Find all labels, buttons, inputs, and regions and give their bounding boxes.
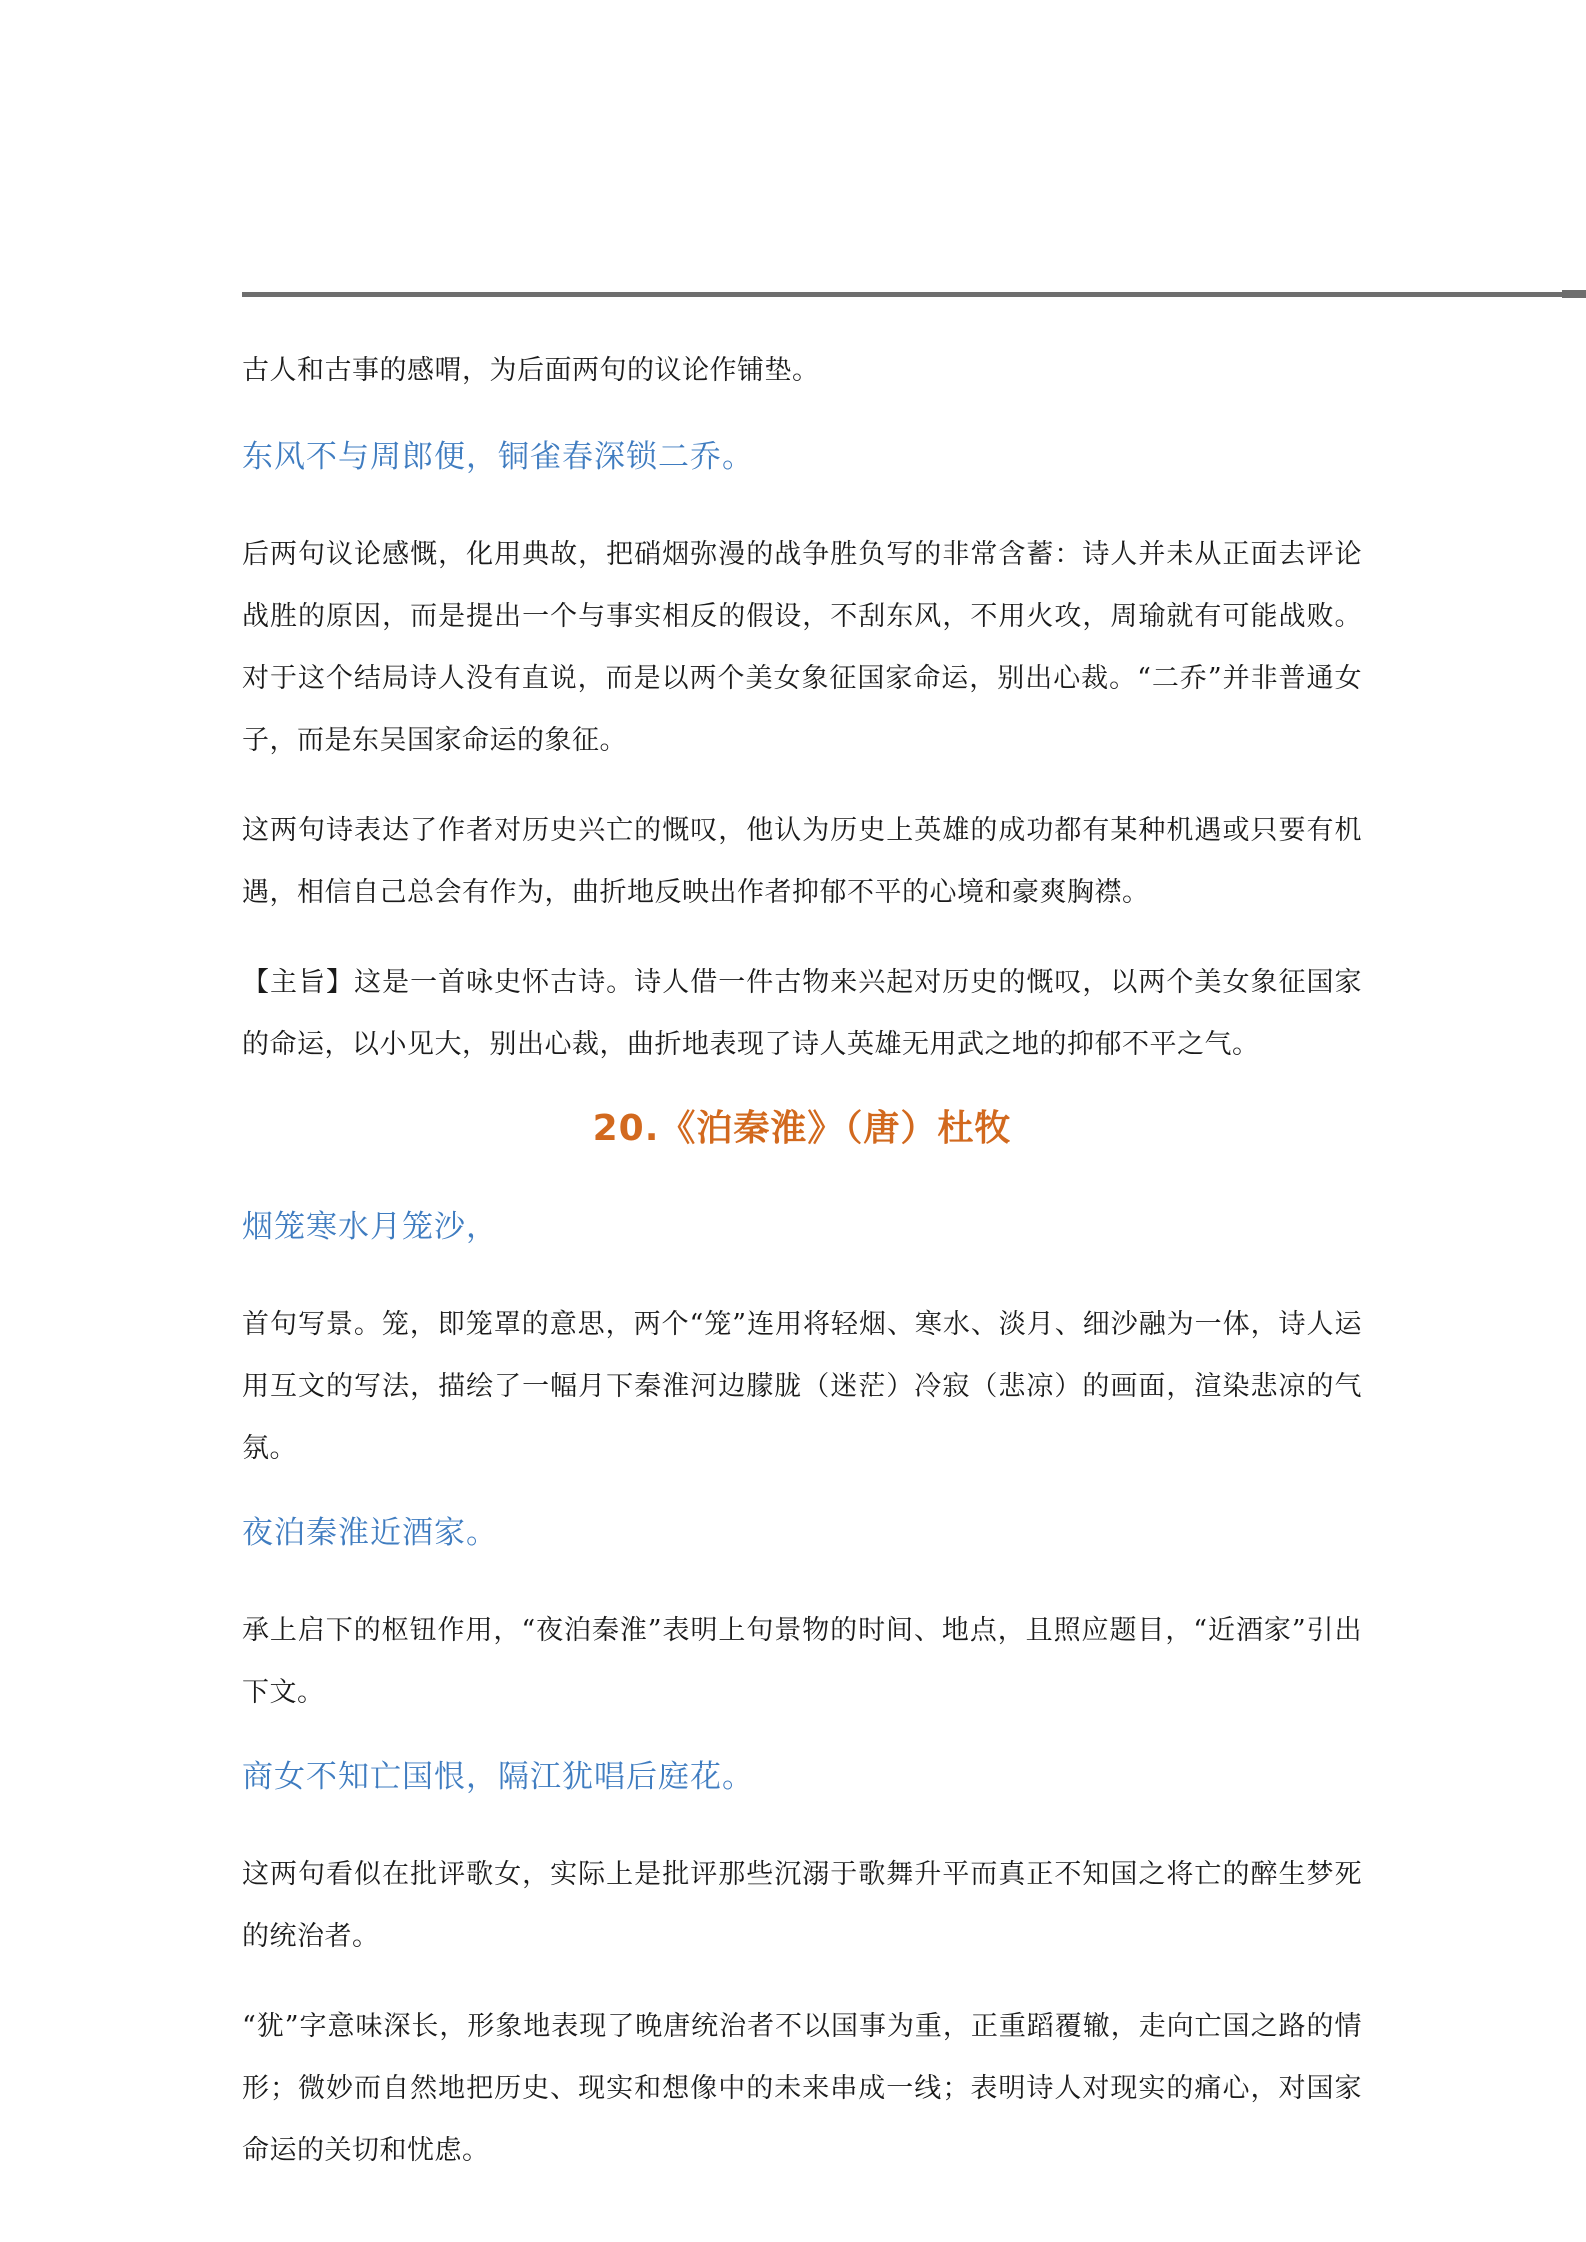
poem-verse: 烟笼寒水月笼沙， <box>242 1209 498 1245</box>
poem-verse: 商女不知亡国恨，隔江犹唱后庭花。 <box>242 1759 754 1795</box>
header-rule <box>242 292 1562 297</box>
paragraph: 古人和古事的感喟，为后面两句的议论作铺垫。 <box>242 355 820 386</box>
poem-verse: 夜泊秦淮近酒家。 <box>242 1515 498 1551</box>
paragraph: “犹”字意味深长，形象地表现了晚唐统治者不以国事为重，正重蹈覆辙，走向亡国之路的情形；微妙而自然地把历史、现实和想像中的未来串成一线；表明诗人对现实的痛心，对国家命运的关切和忧虑。 <box>242 2011 1362 2166</box>
paragraph: 承上启下的枢钮作用，“夜泊秦淮”表明上句景物的时间、地点，且照应题目，“近酒家”引出下文。 <box>242 1615 1362 1708</box>
document-body <box>242 340 1362 2210</box>
paragraph: 这两句看似在批评歌女，实际上是批评那些沉溺于歌舞升平而真正不知国之将亡的醉生梦死的统治者。 <box>242 1859 1362 1952</box>
paragraph: 首句写景。笼，即笼罩的意思，两个“笼”连用将轻烟、寒水、淡月、细沙融为一体，诗人运用互文的写法，描绘了一幅月下秦淮河边朦胧（迷茫）冷寂（悲凉）的画面，渲染悲凉的气氛。 <box>242 1309 1362 1464</box>
poem-verse: 东风不与周郎便，铜雀春深锁二乔。 <box>242 439 754 475</box>
paragraph: 这两句诗表达了作者对历史兴亡的慨叹，他认为历史上英雄的成功都有某种机遇或只要有机遇，相信自己总会有作为，曲折地反映出作者抑郁不平的心境和豪爽胸襟。 <box>242 815 1362 908</box>
header-rule-end <box>1562 290 1586 298</box>
paragraph: 后两句议论感慨，化用典故，把硝烟弥漫的战争胜负写的非常含蓄：诗人并未从正面去评论战胜的原因，而是提出一个与事实相反的假设，不刮东风，不用火攻，周瑜就有可能战败。对于这个结局诗人没有直说，而是以两个美女象征国家命运，别出心裁。“二乔”并非普通女子，而是东吴国家命运的象征。 <box>242 539 1362 756</box>
poem-title: 20.《泊秦淮》（唐）杜牧 <box>592 1108 1012 1149</box>
paragraph: 【主旨】这是一首咏史怀古诗。诗人借一件古物来兴起对历史的慨叹，以两个美女象征国家的命运，以小见大，别出心裁，曲折地表现了诗人英雄无用武之地的抑郁不平之气。 <box>242 967 1362 1060</box>
